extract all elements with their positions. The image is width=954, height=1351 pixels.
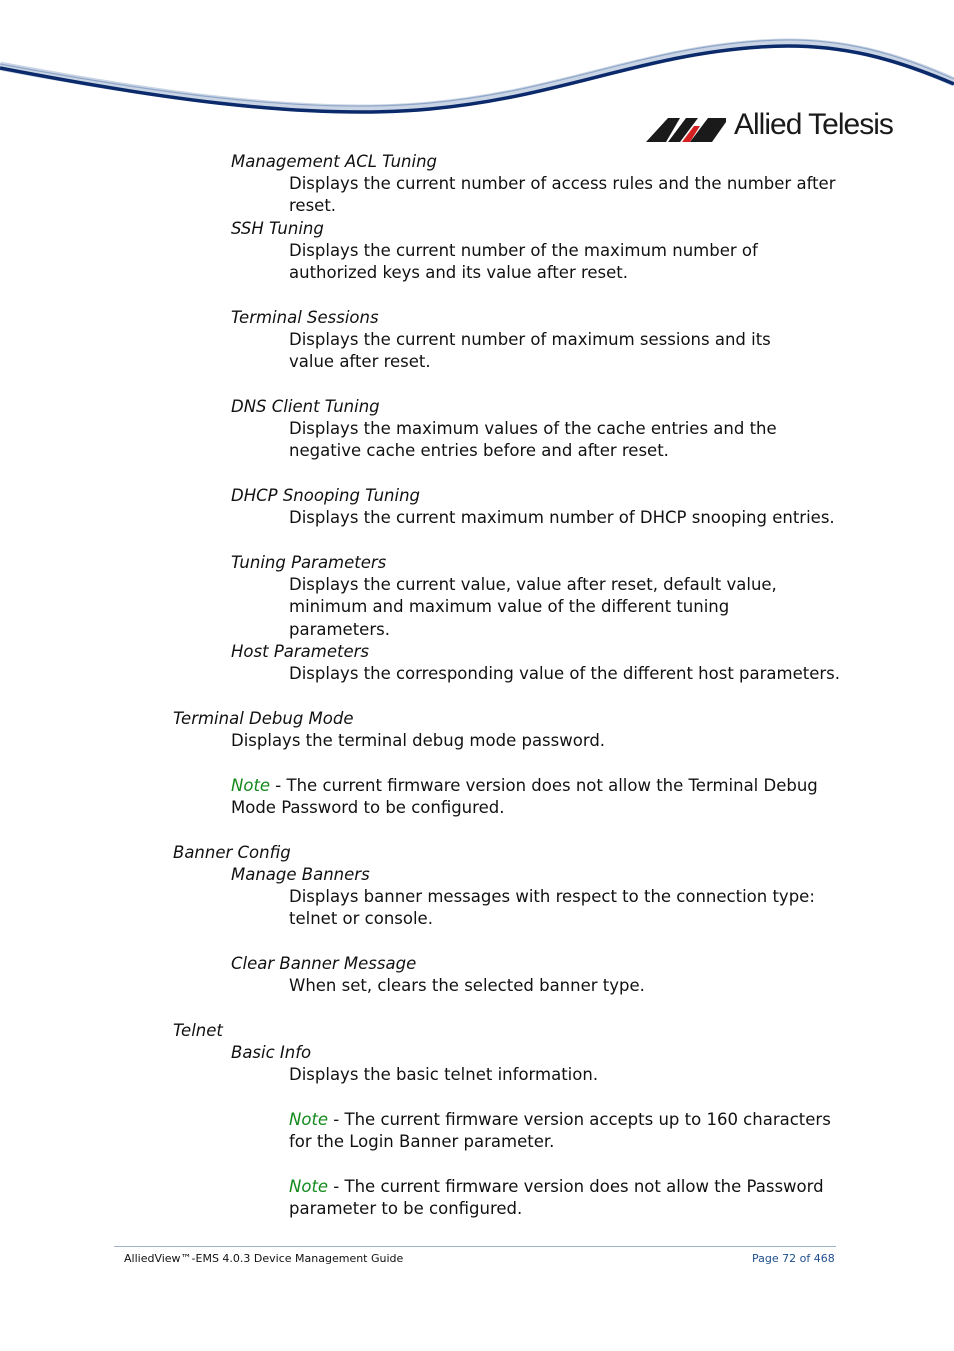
heading-terminal-sessions: Terminal Sessions — [231, 308, 379, 327]
heading-dhcp-snooping-tuning: DHCP Snooping Tuning — [231, 486, 421, 505]
text-terminal-sessions: Displays the current number of maximum sessions and its value after reset. — [289, 330, 771, 372]
footer-page-number: Page 72 of 468 — [752, 1252, 835, 1265]
text-ssh-tuning: Displays the current number of the maximum number of authorized keys and its value after reset. — [289, 241, 758, 283]
heading-ssh-tuning: SSH Tuning — [231, 219, 324, 238]
heading-manage-banners: Manage Banners — [231, 865, 370, 884]
text-dns-client-tuning: Displays the maximum values of the cache entries and the negative cache entries before and after reset. — [289, 419, 777, 461]
text-host-parameters: Displays the corresponding value of the different host parameters. — [289, 664, 840, 683]
heading-banner-config: Banner Config — [173, 843, 291, 862]
text-clear-banner-message: When set, clears the selected banner type. — [289, 976, 645, 995]
text-management-acl-tuning: Displays the current number of access rules and the number after reset. — [289, 174, 836, 216]
allied-telesis-logo — [646, 110, 906, 146]
note-text: - The current firmware version does not allow the Terminal Debug Mode Password to be configured. — [231, 776, 818, 818]
text-tuning-parameters: Displays the current value, value after reset, default value, minimum and maximum value of the different tuning parameters. — [289, 575, 777, 639]
note-terminal-debug-mode — [231, 775, 821, 820]
note-label: Note — [289, 1110, 329, 1129]
heading-basic-info: Basic Info — [231, 1043, 312, 1062]
text-terminal-debug-mode: Displays the terminal debug mode password. — [231, 731, 606, 750]
footer-document-title: AlliedView™-EMS 4.0.3 Device Management Guide — [124, 1252, 404, 1265]
note-text: - The current firmware version does not allow the Password parameter to be configured. — [289, 1177, 824, 1219]
heading-clear-banner-message: Clear Banner Message — [231, 954, 417, 973]
note-basic-info-password — [289, 1176, 829, 1221]
note-label: Note — [289, 1177, 329, 1196]
note-basic-info-banner — [289, 1109, 849, 1154]
note-label: Note — [231, 776, 271, 795]
heading-dns-client-tuning: DNS Client Tuning — [231, 397, 380, 416]
logo-mark-icon — [646, 114, 728, 144]
text-basic-info: Displays the basic telnet information. — [289, 1065, 599, 1084]
heading-telnet: Telnet — [173, 1021, 223, 1040]
heading-terminal-debug-mode: Terminal Debug Mode — [173, 709, 354, 728]
brand-name: Allied Telesis — [734, 108, 893, 141]
heading-management-acl-tuning: Management ACL Tuning — [231, 152, 438, 171]
heading-tuning-parameters: Tuning Parameters — [231, 553, 387, 572]
heading-host-parameters: Host Parameters — [231, 642, 369, 661]
note-text: - The current firmware version accepts up to 160 characters for the Login Banner parameter. — [289, 1110, 831, 1152]
footer-divider — [114, 1246, 836, 1247]
text-manage-banners: Displays banner messages with respect to the connection type: telnet or console. — [289, 887, 815, 929]
text-dhcp-snooping-tuning: Displays the current maximum number of DHCP snooping entries. — [289, 508, 835, 527]
